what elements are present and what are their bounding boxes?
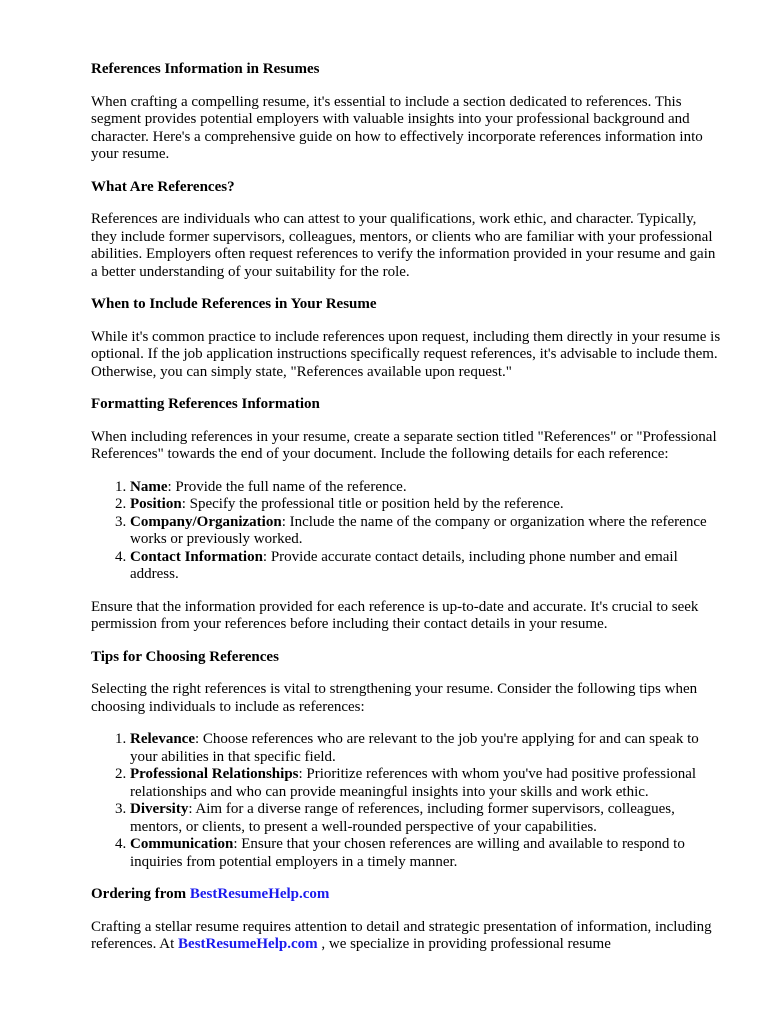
list-item-text: : Provide accurate contact details, including phone number and email address. xyxy=(130,548,678,582)
list-item-term: Company/Organization xyxy=(130,513,282,530)
list-item-term: Position xyxy=(130,496,182,512)
section-heading-formatting: Formatting References Information xyxy=(91,396,320,412)
list-item-text: : Choose references who are relevant to the job you're applying for and can speak to your abilities in that specific field. xyxy=(130,731,699,765)
tips-list xyxy=(91,731,724,871)
formatting-after-paragraph: Ensure that the information provided for each reference is up-to-date and accurate. It's crucial to seek permission from your references before including their contact details in your resume. xyxy=(91,598,699,632)
section-heading-ordering xyxy=(91,886,724,904)
list-item-text: : Prioritize references with whom you've had positive professional relationships and who can provide meaningful insights into your skills and work ethic. xyxy=(130,766,697,800)
list-item xyxy=(130,801,724,836)
list-item xyxy=(130,836,724,871)
list-item-term: Diversity xyxy=(130,801,189,817)
list-item xyxy=(130,766,724,801)
list-item xyxy=(130,496,724,514)
list-item-text: : Include the name of the company or organization where the reference works or previously worked. xyxy=(130,513,707,547)
list-item xyxy=(130,549,724,584)
list-item-term: Contact Information xyxy=(130,548,263,565)
ordering-heading-prefix: Ordering from xyxy=(91,886,190,902)
tips-paragraph: Selecting the right references is vital to strengthening your resume. Consider the following tips when choosing individuals to include as references: xyxy=(91,681,698,715)
list-item xyxy=(130,514,724,549)
ordering-body-end: , we specialize in providing professional resume xyxy=(317,936,611,952)
section-heading-tips: Tips for Choosing References xyxy=(91,648,279,665)
section-heading-when: When to Include References in Your Resume xyxy=(91,296,377,312)
formatting-list xyxy=(91,479,724,584)
list-item-term: Name xyxy=(130,478,168,495)
document-title: References Information in Resumes xyxy=(91,61,320,77)
brand-link-body[interactable]: BestResumeHelp.com xyxy=(178,936,318,952)
list-item-term: Relevance xyxy=(130,731,195,747)
ordering-body-start: Crafting a stellar resume requires attention to detail and strategic presentation of information, including references. At xyxy=(91,918,712,952)
section-heading-what: What Are References? xyxy=(91,178,235,195)
list-item-term: Professional Relationships xyxy=(130,766,299,782)
list-item-term: Communication xyxy=(130,836,234,852)
what-paragraph: References are individuals who can attest to your qualifications, work ethic, and character. Typically, they include former supervisors, colleagues, mentors, or clients who are familiar with your professional abilities. Employers often request references to verify the information provided in your resume and gain a better understanding of your suitability for the role. xyxy=(91,211,716,280)
list-item-text: : Aim for a diverse range of references, including former supervisors, colleagues, mentors, or clients, to present a well-rounded perspective of your capabilities. xyxy=(130,801,675,835)
list-item-text: : Provide the full name of the reference. xyxy=(167,478,407,495)
intro-paragraph: When crafting a compelling resume, it's essential to include a section dedicated to references. This segment provides potential employers with valuable insights into your professional background and character. Here's a comprehensive guide on how to effectively incorporate references information into your resume. xyxy=(91,93,703,162)
list-item xyxy=(130,731,724,766)
brand-link-heading[interactable]: BestResumeHelp.com xyxy=(189,886,330,902)
when-paragraph: While it's common practice to include references upon request, including them directly in your resume is optional. If the job application instructions specifically request references, it's advisable to include them. Otherwise, you can simply state, "References available upon request." xyxy=(91,328,721,380)
list-item xyxy=(130,479,724,497)
list-item-text: : Ensure that your chosen references are willing and available to respond to inquiries from potential employers in a timely manner. xyxy=(130,836,685,870)
ordering-paragraph xyxy=(91,919,724,954)
list-item-text: : Specify the professional title or position held by the reference. xyxy=(181,496,564,512)
formatting-paragraph: When including references in your resume, create a separate section titled "References" or "Professional References" towards the end of your document. Include the following details for each reference: xyxy=(91,428,717,462)
